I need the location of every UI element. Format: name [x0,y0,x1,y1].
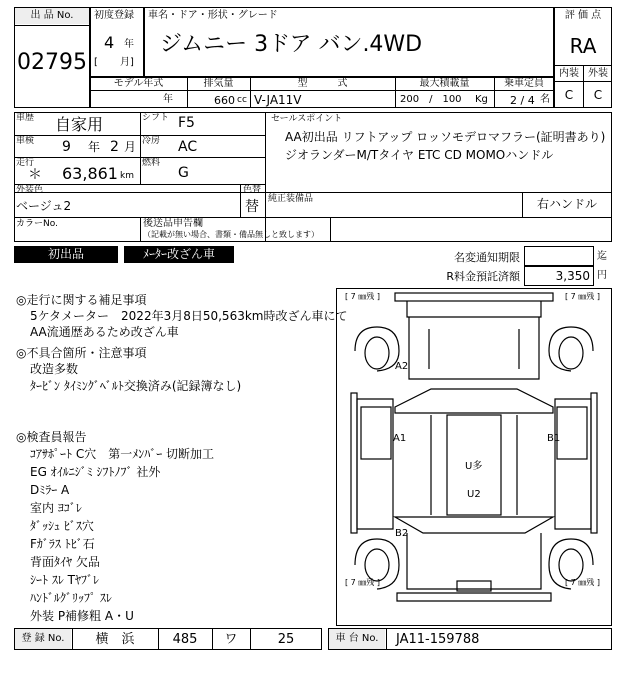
first-reg-year-unit: 年 [124,39,134,50]
model-year-label: モデル年式 [113,78,164,89]
recycle-unit: 円 [597,270,607,281]
model-year-unit: 年 [163,94,173,105]
inspector-line-10: 外装 P補修粗 A・U [30,609,134,623]
steering-value: 右ハンドル [537,197,598,211]
color-label: 外装色 [16,185,44,195]
inspector-line-1: ｺｱｻﾎﾟｰﾄ C穴 第一ﾒﾝﾊﾞｰ 切断加工 [30,447,215,461]
mark-a1: A1 [393,433,407,444]
interior-label: 内装 [559,68,579,79]
mileage-value: 63,861 [62,164,118,183]
car-outline [337,289,611,625]
color-value: ベージュ2 [16,199,72,213]
deadline-label: 名変通知期限 [454,251,520,264]
mark-b1: B1 [547,433,561,444]
options-label: 純正装備品 [268,194,314,204]
inspector-line-8: ｼｰﾄ ｽﾚ Tﾔﾌﾞﾚ [30,573,99,587]
inspection-month-unit: 月 [124,140,137,154]
inspector-line-7: 背面ﾀｲﾔ 欠品 [30,555,100,569]
first-reg-year: 4 [104,33,115,52]
supp-line-1: 5ケタメーター 2022年3月8日50,563km時改ざん車にて [30,309,348,323]
car-diagram [336,288,612,626]
tag-first-listing: 初出品 [14,246,118,263]
history-value: 自家用 [55,115,104,134]
exterior-label: 外装 [588,68,608,79]
type-label: 型 式 [297,78,348,89]
exterior-grade: C [593,88,603,102]
first-reg-month-unit: 月] [120,57,134,68]
mileage-unit: km [120,171,134,181]
lot-number: 02795 [17,50,87,75]
history-label: 車歴 [16,113,35,123]
reg-num: 25 [277,632,295,647]
color-change-label: 色替 [243,185,262,195]
mark-b2: B2 [395,528,409,539]
defect-line-1: 改造多数 [30,362,79,376]
max-load-unit: Kg [475,94,488,105]
tire-label-fl: [ 7 ㎜残 ] [345,292,380,301]
mark-u-many: U多 [465,461,483,472]
defect-line-2: ﾀｰﾋﾞﾝ ﾀｲﾐﾝｸﾞﾍﾞﾙﾄ交換済み(記録簿なし) [30,379,242,393]
chassis-label: 車 台 No. [329,629,385,649]
model-name-label: 車名・ドア・形状・グレード [148,10,278,21]
tire-label-rr: [ 7 ㎜残 ] [565,578,600,587]
fuel-label: 燃料 [142,158,161,168]
capacity-value: 2 / 4 [510,94,535,107]
inspector-line-3: Dﾐﾗｰ A [30,483,70,497]
chassis-value: JA11-159788 [396,632,480,647]
max-load-label: 最大積載量 [419,78,470,89]
aftermarket-note: （記載が無い場合、書類・備品無しと致します） [143,230,319,239]
inspection-year-unit: 年 [88,140,101,154]
inspector-title: ◎検査員報告 [16,430,87,444]
inspection-label: 車検 [16,136,35,146]
lot-label: 出 品 No. [15,8,89,24]
defect-title: ◎不具合箇所・注意事項 [16,346,147,360]
reg-area: 横 浜 [95,632,135,647]
sales-point-line-1: AA初出品 リフトアップ ロッソモデロマフラー(証明書あり) [285,130,606,144]
inspection-year: 9 [62,139,71,155]
reg-kana: ワ [224,632,238,647]
shift-label: シフト [142,113,170,123]
model-name: ジムニー 3ドア バン.4WD [160,32,423,57]
inspector-line-2: EG ｵｲﾙﾆｼﾞﾐ ｼﾌﾄﾉﾌﾞ 社外 [30,465,161,479]
reg-label: 登 録 No. [15,629,71,649]
capacity-label: 乗車定員 [504,78,544,89]
color-no-label: カラーNo. [16,219,58,229]
mark-u2: U2 [467,489,481,500]
type-value: V-JA11V [254,93,302,107]
inspector-line-5: ﾀﾞｯｼｭ ﾋﾞｽ穴 [30,519,94,533]
fuel-value: G [178,165,189,181]
reg-class: 485 [172,632,198,647]
tire-label-rl: [ 7 ㎜残 ] [345,578,380,587]
mileage-label: 走行 [16,158,35,168]
rating-value: RA [569,34,597,58]
ac-label: 冷房 [142,136,161,146]
inspector-line-4: 室内 ﾖｺﾞﾚ [30,501,82,515]
recycle-value: 3,350 [555,269,590,283]
color-change-value: 替 [245,199,259,215]
tag-meter-tampered: ﾒｰﾀｰ改ざん車 [124,246,234,263]
displacement-label: 排気量 [203,78,234,89]
capacity-unit: 名 [540,94,550,105]
inspection-month: 2 [110,139,119,155]
deadline-unit: 迄 [597,251,607,262]
supp-title: ◎走行に関する補足事項 [16,293,147,307]
shift-value: F5 [178,115,195,131]
inspector-line-9: ﾊﾝﾄﾞﾙｸﾞﾘｯﾌﾟ ｽﾚ [30,591,112,605]
recycle-label: R料金預託済額 [446,270,520,283]
sales-point-line-2: ジオランダーM/Tタイヤ ETC CD MOMOハンドル [285,148,554,162]
interior-grade: C [564,88,574,102]
first-reg-label: 初度登録 [94,10,134,21]
tire-label-fr: [ 7 ㎜残 ] [565,292,600,301]
rating-label: 評 価 点 [564,10,602,21]
aftermarket-label: 後送品申告欄 [143,218,203,229]
deadline-box [524,246,594,266]
max-load-value: 200 / 100 [400,94,462,105]
displacement-value: 660 [214,94,235,107]
inspector-line-6: Fｶﾞﾗｽ ﾄﾋﾞ石 [30,537,95,551]
mileage-prefix: ＊ [28,167,42,183]
supp-line-2: AA流通歴あるため改ざん車 [30,325,179,339]
ac-value: AC [178,139,198,155]
sales-point-label: セールスポイント [271,114,343,124]
first-reg-month-open: [ [94,57,98,68]
mark-a2: A2 [395,361,409,372]
displacement-unit: cc [237,95,247,105]
